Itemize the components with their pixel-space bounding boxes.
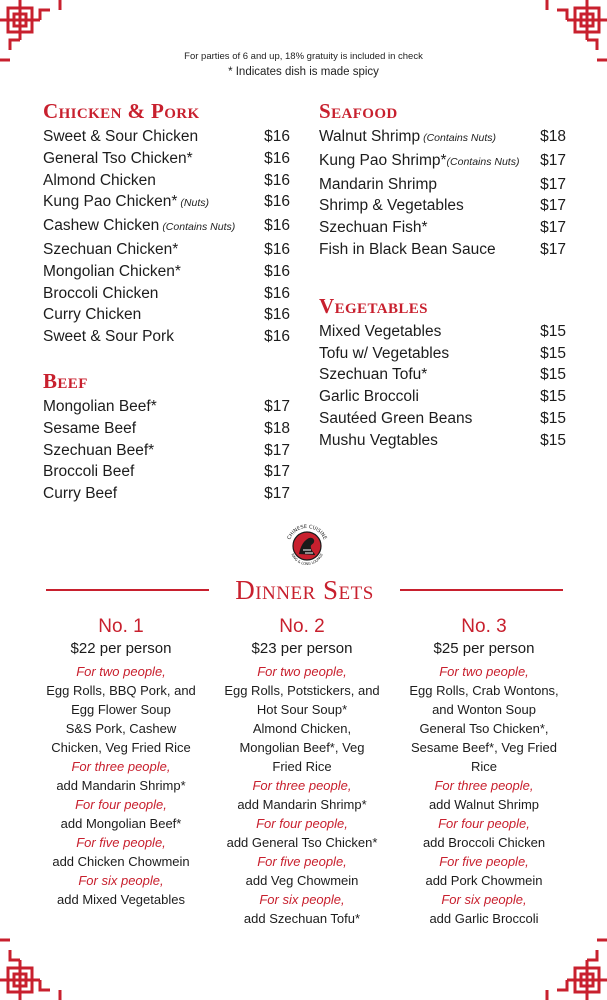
set-line: Sesame Beef*, Veg Fried — [411, 740, 557, 755]
set-line: Egg Rolls, Crab Wontons, — [409, 683, 559, 698]
item-name: Fish in Black Bean Sauce — [319, 240, 496, 258]
divider-line-right — [400, 589, 563, 591]
set-line: Fried Rice — [272, 759, 332, 774]
set-line: General Tso Chicken*, — [419, 721, 549, 736]
menu-item — [319, 217, 566, 239]
set-line: For three people, — [71, 759, 171, 774]
item-price: $15 — [540, 409, 566, 427]
beef-list — [43, 396, 290, 505]
menu-item — [319, 430, 566, 452]
menu-item — [319, 150, 566, 174]
set-number: No. 1 — [98, 616, 144, 637]
set-line: For six people, — [441, 892, 527, 907]
section-title-vegetables: Vegetables — [319, 293, 428, 318]
restaurant-logo-icon — [281, 520, 333, 572]
menu-item — [43, 261, 290, 283]
set-line: and Wonton Soup — [432, 702, 536, 717]
item-price: $17 — [264, 441, 290, 459]
item-price: $15 — [540, 366, 566, 384]
menu-item — [319, 174, 566, 196]
menu-item — [43, 239, 290, 261]
menu-item — [43, 326, 290, 348]
set-line: For two people, — [257, 664, 347, 679]
set-line: Rice — [470, 759, 497, 774]
logo-text-bottom: RING & LONG LOUNGE — [290, 552, 324, 567]
item-note: (Contains Nuts) — [446, 155, 520, 168]
item-name: Sesame Beef — [43, 419, 137, 437]
seafood-list — [319, 126, 566, 261]
item-note: (Nuts) — [180, 197, 210, 210]
item-price: $16 — [264, 171, 290, 189]
item-price: $16 — [264, 284, 290, 302]
set-line: add Mandarin Shrimp* — [56, 778, 186, 793]
item-note: (Contains Nuts) — [423, 132, 497, 144]
item-price: $17 — [540, 151, 566, 169]
item-price: $16 — [264, 240, 290, 258]
item-name: Mongolian Beef* — [43, 397, 157, 415]
chicken-pork-list — [43, 126, 290, 348]
menu-item — [319, 195, 566, 217]
menu-item — [43, 483, 290, 505]
item-name: Szechuan Tofu* — [319, 366, 428, 384]
section-title-seafood: Seafood — [319, 99, 398, 123]
set-line: Chicken, Veg Fried Rice — [51, 740, 191, 755]
item-name: Tofu w/ Vegetables — [319, 344, 450, 362]
menu-item — [43, 215, 290, 239]
item-name: Almond Chicken — [43, 171, 156, 189]
menu-item — [43, 170, 290, 192]
item-price: $16 — [264, 149, 290, 167]
item-name: Mixed Vegetables — [319, 322, 442, 340]
set-line: add Szechuan Tofu* — [243, 911, 361, 926]
set-number: No. 2 — [279, 616, 325, 637]
set-line: Egg Rolls, BBQ Pork, and — [46, 683, 196, 698]
set-line: add Veg Chowmein — [245, 873, 359, 888]
menu-item — [43, 304, 290, 326]
item-price: $18 — [264, 419, 290, 437]
item-name: Walnut Shrimp — [319, 128, 421, 145]
menu-item — [319, 386, 566, 408]
menu-item — [319, 343, 566, 365]
set-line: For six people, — [78, 873, 164, 888]
notice-block — [0, 50, 607, 80]
item-price: $18 — [540, 128, 566, 145]
item-name: Cashew Chicken — [43, 217, 160, 235]
item-name: Sweet & Sour Pork — [43, 328, 174, 346]
corner-ornament-bottom-left — [0, 928, 72, 1000]
menu-item — [43, 440, 290, 462]
item-name: Shrimp & Vegetables — [319, 197, 464, 215]
menu-item — [43, 283, 290, 305]
menu-item — [43, 126, 290, 148]
menu-item — [319, 239, 566, 261]
set-line: For four people, — [438, 816, 530, 831]
logo-text-top: CHINESE CUISINE — [286, 523, 328, 541]
item-name: Mongolian Chicken* — [43, 262, 181, 280]
set-line: For three people, — [252, 778, 352, 793]
dinner-set-2 — [214, 616, 390, 928]
section-title-beef: Beef — [43, 368, 88, 393]
set-line: add General Tso Chicken* — [226, 835, 378, 850]
item-name: Kung Pao Chicken* — [43, 193, 178, 211]
set-number: No. 3 — [461, 616, 507, 637]
set-line: For two people, — [76, 664, 166, 679]
item-price: $17 — [540, 197, 566, 215]
set-price: $25 per person — [433, 640, 535, 657]
item-price: $15 — [540, 322, 566, 340]
dinner-set-1 — [33, 616, 209, 909]
menu-item — [43, 148, 290, 170]
item-price: $16 — [264, 328, 290, 346]
section-title-chicken-pork: Chicken & Pork — [43, 99, 200, 123]
item-price: $15 — [540, 388, 566, 406]
item-name: Garlic Broccoli — [319, 388, 419, 406]
set-line: add Garlic Broccoli — [429, 911, 539, 926]
set-line: Mongolian Beef*, Veg — [239, 740, 365, 755]
item-price: $17 — [540, 240, 566, 258]
dinner-sets-header — [46, 575, 563, 605]
item-name: Szechuan Beef* — [43, 441, 155, 459]
set-line: add Mixed Vegetables — [57, 892, 185, 907]
set-line: For three people, — [434, 778, 534, 793]
set-line: Egg Rolls, Potstickers, and — [224, 683, 380, 698]
menu-item — [319, 126, 566, 150]
item-name: Broccoli Beef — [43, 463, 135, 481]
item-name: Mushu Vegtables — [319, 431, 438, 449]
item-price: $16 — [264, 128, 290, 145]
item-price: $17 — [264, 485, 290, 503]
dinner-sets-title: Dinner Sets — [235, 575, 374, 605]
dinner-set-3 — [396, 616, 572, 928]
set-line: add Pork Chowmein — [425, 873, 543, 888]
set-line: For five people, — [76, 835, 166, 850]
item-name: Sweet & Sour Chicken — [43, 128, 199, 145]
item-price: $17 — [540, 175, 566, 193]
set-line: For five people, — [257, 854, 347, 869]
item-price: $16 — [264, 193, 290, 211]
set-line: add Mandarin Shrimp* — [237, 797, 367, 812]
item-price: $15 — [540, 344, 566, 362]
vegetables-list — [319, 321, 566, 452]
set-line: add Walnut Shrimp — [428, 797, 540, 812]
item-name: Kung Pao Shrimp* — [319, 151, 447, 169]
item-price: $15 — [540, 431, 566, 449]
set-line: Almond Chicken, — [252, 721, 352, 736]
menu-item — [43, 396, 290, 418]
item-name: Szechuan Fish* — [319, 219, 428, 237]
menu-item — [319, 408, 566, 430]
item-name: Szechuan Chicken* — [43, 240, 179, 258]
item-price: $17 — [264, 397, 290, 415]
set-line: S&S Pork, Cashew — [65, 721, 177, 736]
set-line: add Chicken Chowmein — [52, 854, 190, 869]
set-price: $22 per person — [70, 640, 172, 657]
set-price: $23 per person — [251, 640, 353, 657]
item-name: Mandarin Shrimp — [319, 175, 438, 193]
menu-column-right — [319, 99, 566, 452]
set-line: add Broccoli Chicken — [422, 835, 546, 850]
menu-item — [43, 461, 290, 483]
item-name: Curry Beef — [43, 485, 118, 503]
item-price: $17 — [540, 219, 566, 237]
item-note: (Contains Nuts) — [162, 221, 236, 234]
item-price: $17 — [264, 463, 290, 481]
item-name: Sautéed Green Beans — [319, 409, 473, 427]
set-line: For five people, — [439, 854, 529, 869]
set-line: For four people, — [256, 816, 348, 831]
item-name: Curry Chicken — [43, 306, 142, 324]
item-name: Broccoli Chicken — [43, 284, 159, 302]
menu-item — [319, 321, 566, 343]
item-price: $16 — [264, 306, 290, 324]
spicy-notice: * Indicates dish is made spicy — [228, 66, 379, 78]
set-line: For six people, — [259, 892, 345, 907]
set-line: For four people, — [75, 797, 167, 812]
gratuity-notice: For parties of 6 and up, 18% gratuity is included in check — [184, 51, 423, 62]
menu-item — [43, 418, 290, 440]
item-name: General Tso Chicken* — [43, 149, 193, 167]
menu-item — [319, 364, 566, 386]
menu-column-left — [43, 99, 290, 505]
item-price: $16 — [264, 217, 290, 235]
set-line: Hot Sour Soup* — [256, 702, 348, 717]
set-line: add Mongolian Beef* — [60, 816, 182, 831]
set-line: For two people, — [439, 664, 529, 679]
corner-ornament-bottom-right — [535, 928, 607, 1000]
menu-item — [43, 191, 290, 215]
item-price: $16 — [264, 262, 290, 280]
set-line: Egg Flower Soup — [71, 702, 171, 717]
